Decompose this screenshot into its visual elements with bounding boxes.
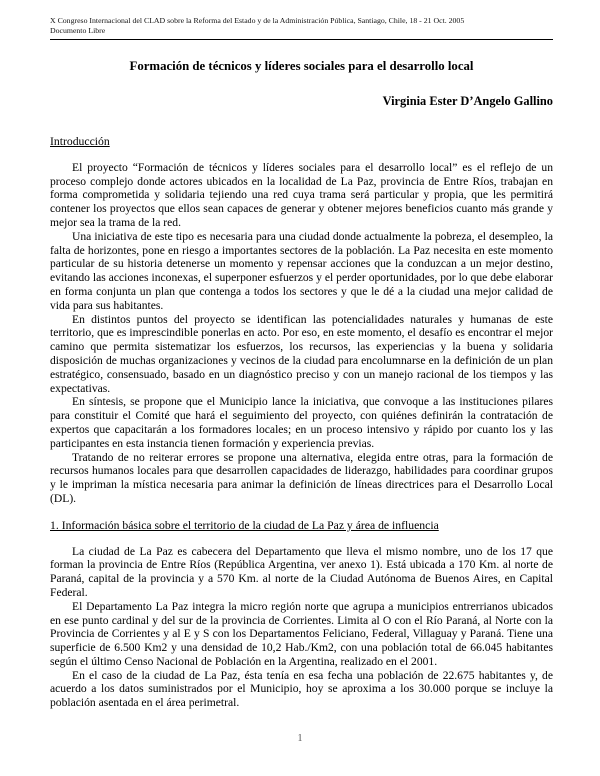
section-heading-introduction: Introducción — [50, 135, 110, 148]
page-footer — [0, 728, 600, 746]
paragraph: La ciudad de La Paz es cabecera del Departamento que lleva el mismo nombre, uno de los 17 que forman la provincia de Entre Ríos (República Argentina, ver anexo 1). Está ubicada a 170 Km. al norte de Paraná, capital de la provincia y a 570 Km. al norte de la Ciudad Autónoma de Buenos Aires, en Capital Federal. — [50, 544, 553, 599]
page-header — [50, 16, 553, 40]
section-introduction — [50, 135, 553, 506]
paragraph: El proyecto “Formación de técnicos y líderes sociales para el desarrollo local” es el reflejo de un proceso complejo donde actores ubicados en la localidad de La Paz, provincia de Entre Ríos, trabajan en forma comprometida y solidaria tejiendo una red cuya trama será particular y propia, que les permitirá contener los proyectos que ellos sean capaces de generar y obtener mejores beneficios cuanto más grande y mejor sea la trama de la red. — [50, 160, 553, 229]
header-conference-line: X Congreso Internacional del CLAD sobre la Reforma del Estado y de la Administración Pública, Santiago, Chile, 18 - 21 Oct. 2005 — [50, 16, 465, 25]
paragraph: En el caso de la ciudad de La Paz, ésta tenía en esa fecha una población de 22.675 habitantes y, de acuerdo a los datos suministrados por el Municipio, hoy se aproxima a los 30.000 porque se incluye la población asentada en el área perimetral. — [50, 668, 553, 710]
header-document-type: Documento Libre — [50, 26, 106, 35]
page-number: 1 — [297, 733, 303, 744]
paragraph: Tratando de no reiterar errores se propone una alternativa, elegida entre otras, para la formación de recursos humanos locales para que desarrollen capacidades de liderazgo, habilidades para coordinar grupos y le impriman la mística necesaria para animar la definición de líneas directrices para el Desarrollo Local (DL). — [50, 450, 553, 505]
paragraph: En distintos puntos del proyecto se identifican las potencialidades naturales y humanas de este territorio, que es imprescindible ponerlas en acto. Por eso, en este momento, el desafío es encontrar el mejor camino que permita sistematizar los esfuerzos, los recursos, las experiencias y la buena y solidaria disposición de muchas organizaciones y vecinos de la ciudad para encolumnarse en la definición de un plan estratégico, consensuado, basado en un diagnóstico preciso y con un manejo racional de los tiempos y las expectativas. — [50, 312, 553, 395]
paper-title: Formación de técnicos y líderes sociales para el desarrollo local — [129, 59, 474, 73]
paragraph: El Departamento La Paz integra la micro región norte que agrupa a municipios entrerrianos ubicados en ese punto cardinal y del sur de la provincia de Corrientes. Limita al O con el Río Paraná, al Norte con la Provincia de Corrientes y al E y S con los Departamentos Feliciano, Federal, Villaguay y Paraná. Tiene una superficie de 6.500 Km2 y una densidad de 10,2 Hab./Km2, con una población total de 66.045 habitantes según el último Censo Nacional de Población en la Argentina, realizado en el 2001. — [50, 599, 553, 668]
paragraph: Una iniciativa de este tipo es necesaria para una ciudad donde actualmente la pobreza, el desempleo, la falta de horizontes, pone en riesgo a importantes sectores de la población. La Paz necesita en este momento particular de su historia detenerse un momento y repensar acciones que la conduzcan a un mejor destino, evitando las acciones inconexas, el superponer esfuerzos y el perder oportunidades, por lo que debe elaborar en forma conjunta un plan que contenga a todos los sectores y que le dé a la ciudad una mejor calidad de vida para sus habitantes. — [50, 229, 553, 312]
section-basic-info — [50, 519, 553, 710]
paragraph: En síntesis, se propone que el Municipio lance la iniciativa, que convoque a las instituciones pilares para constituir el Comité que hará el seguimiento del proyecto, con quiénes definirán la contratación de expertos que capacitarán a los formadores locales; en un proceso intensivo y rápido por cuanto los y las participantes en esta instancia tienen formación y experiencia previas. — [50, 395, 553, 450]
section-heading-basic-info: 1. Información básica sobre el territorio de la ciudad de La Paz y área de influencia — [50, 518, 439, 532]
author-name: Virginia Ester D’Angelo Gallino — [382, 94, 553, 108]
header-divider — [50, 39, 553, 40]
